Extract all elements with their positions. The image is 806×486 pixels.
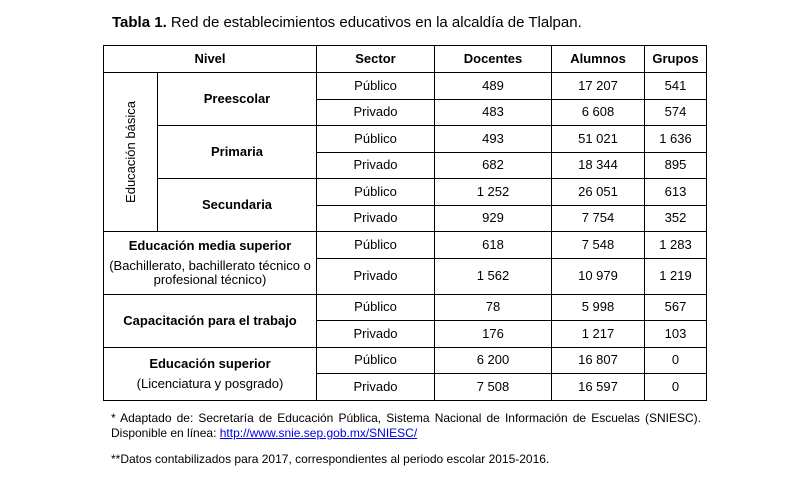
header-row — [104, 46, 707, 73]
caption-text: Red de establecimientos educativos en la alcaldía de Tlalpan. — [170, 14, 582, 31]
footnote-source-text: * Adaptado de: Secretaría de Educación Pública, Sistema Nacional de Información de Escuelas (SNIESC). Disponible en línea: — [111, 411, 701, 440]
level-superior-title: Educación superior — [149, 355, 271, 371]
education-table — [103, 45, 707, 401]
cell-alumnos: 26 051 — [552, 179, 645, 206]
table-row — [104, 126, 707, 153]
cell-sector: Público — [317, 179, 435, 206]
cell-sector: Privado — [317, 152, 435, 179]
cell-alumnos: 7 548 — [552, 232, 645, 259]
level-preescolar: Preescolar — [158, 73, 317, 126]
cell-alumnos: 1 217 — [552, 321, 645, 348]
level-capacitacion: Capacitación para el trabajo — [104, 294, 317, 347]
header-sector: Sector — [317, 46, 435, 73]
cell-grupos: 0 — [645, 347, 707, 374]
footnotes — [111, 411, 701, 467]
cell-sector: Público — [317, 232, 435, 259]
cell-grupos: 1 219 — [645, 258, 707, 294]
level-superior — [104, 347, 317, 400]
cell-docentes: 7 508 — [435, 374, 552, 401]
cell-alumnos: 16 807 — [552, 347, 645, 374]
clipped-text-line — [0, 0, 806, 3]
cell-docentes: 1 562 — [435, 258, 552, 294]
cell-alumnos: 51 021 — [552, 126, 645, 153]
cell-docentes: 483 — [435, 99, 552, 126]
basic-education-group — [104, 73, 158, 232]
table-row — [104, 347, 707, 374]
cell-docentes: 6 200 — [435, 347, 552, 374]
cell-grupos: 103 — [645, 321, 707, 348]
level-primaria: Primaria — [158, 126, 317, 179]
header-alumnos: Alumnos — [552, 46, 645, 73]
table-row — [104, 179, 707, 206]
cell-alumnos: 17 207 — [552, 73, 645, 100]
cell-alumnos: 6 608 — [552, 99, 645, 126]
cell-docentes: 493 — [435, 126, 552, 153]
cell-sector: Privado — [317, 205, 435, 232]
level-media-superior-subtitle: (Bachillerato, bachillerato técnico o profesional técnico) — [109, 257, 311, 287]
cell-alumnos: 16 597 — [552, 374, 645, 401]
footnote-source-link[interactable]: http://www.snie.sep.gob.mx/SNIESC/ — [219, 426, 418, 440]
header-grupos: Grupos — [645, 46, 707, 73]
level-media-superior-title: Educación media superior — [128, 237, 292, 253]
cell-sector: Privado — [317, 99, 435, 126]
cell-grupos: 567 — [645, 294, 707, 321]
footnote-data-period: **Datos contabilizados para 2017, correspondientes al periodo escolar 2015-2016. — [111, 452, 550, 466]
cell-sector: Privado — [317, 321, 435, 348]
cell-grupos: 613 — [645, 179, 707, 206]
cell-grupos: 0 — [645, 374, 707, 401]
cell-alumnos: 18 344 — [552, 152, 645, 179]
table-caption — [112, 14, 582, 31]
cell-sector: Público — [317, 294, 435, 321]
cell-grupos: 541 — [645, 73, 707, 100]
header-nivel: Nivel — [104, 46, 317, 73]
cell-sector: Privado — [317, 258, 435, 294]
table-row — [104, 73, 707, 100]
table-row — [104, 232, 707, 259]
cell-alumnos: 5 998 — [552, 294, 645, 321]
cell-docentes: 1 252 — [435, 179, 552, 206]
cell-alumnos: 7 754 — [552, 205, 645, 232]
level-media-superior — [104, 232, 317, 295]
cell-sector: Público — [317, 73, 435, 100]
cell-docentes: 682 — [435, 152, 552, 179]
table-row — [104, 294, 707, 321]
cell-grupos: 895 — [645, 152, 707, 179]
level-secundaria: Secundaria — [158, 179, 317, 232]
header-docentes: Docentes — [435, 46, 552, 73]
cell-grupos: 574 — [645, 99, 707, 126]
basic-education-label: Educación básica — [122, 101, 138, 203]
cell-docentes: 78 — [435, 294, 552, 321]
cell-docentes: 929 — [435, 205, 552, 232]
footnote-source — [111, 411, 701, 441]
caption-number: Tabla 1. — [112, 14, 167, 31]
cell-docentes: 618 — [435, 232, 552, 259]
cell-grupos: 1 636 — [645, 126, 707, 153]
cell-sector: Público — [317, 347, 435, 374]
cell-docentes: 489 — [435, 73, 552, 100]
level-superior-subtitle: (Licenciatura y posgrado) — [136, 375, 284, 391]
cell-grupos: 1 283 — [645, 232, 707, 259]
cell-sector: Público — [317, 126, 435, 153]
cell-alumnos: 10 979 — [552, 258, 645, 294]
cell-grupos: 352 — [645, 205, 707, 232]
cell-sector: Privado — [317, 374, 435, 401]
cell-docentes: 176 — [435, 321, 552, 348]
